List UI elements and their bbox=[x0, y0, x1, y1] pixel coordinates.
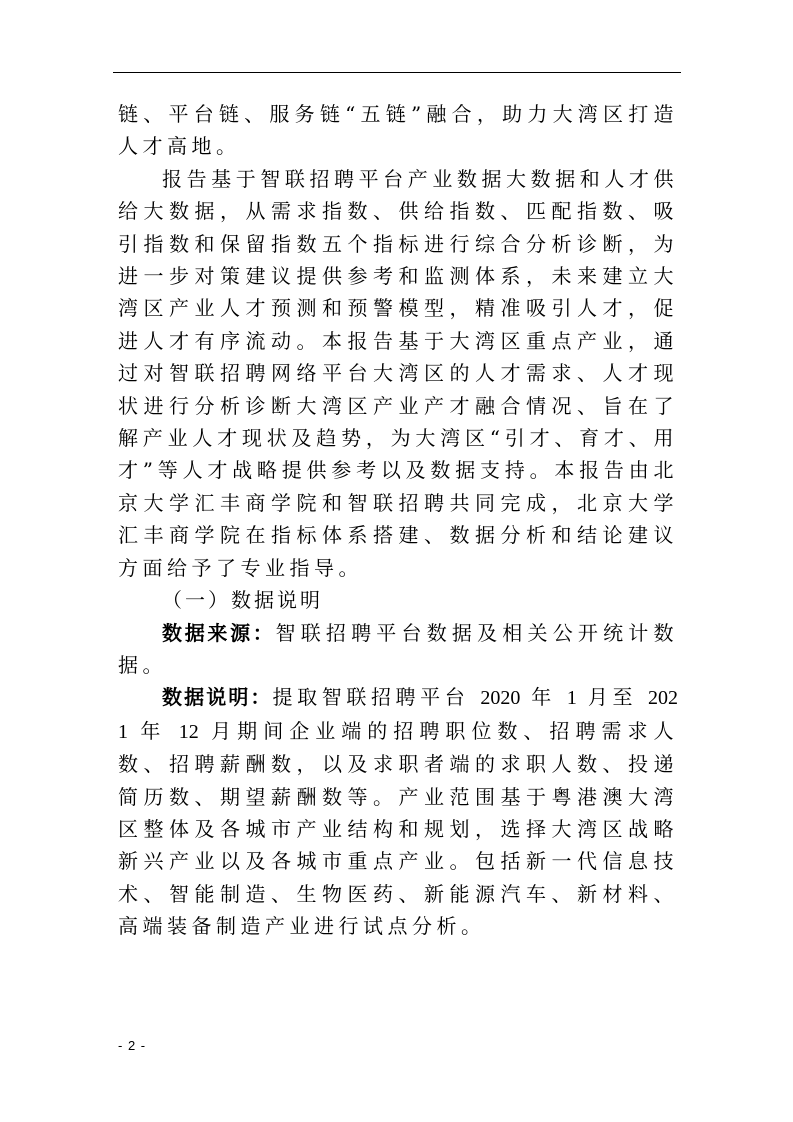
page-number: - 2 - bbox=[118, 1038, 147, 1053]
paragraph-report-basis: 报告基于智联招聘平台产业数据大数据和人才供给大数据，从需求指数、供给指数、匹配指数、吸引指数和保留指数五个指标进行综合分析诊断，为进一步对策建议提供参考和监测体系，未来建立大湾区产业人才预测和预警模型，精准吸引人才，促进人才有序流动。本报告基于大湾区重点产业，通过对智联招聘网络平台大湾区的人才需求、人才现状进行分析诊断大湾区产业产才融合情况、旨在了解产业人才现状及趋势，为大湾区“引才、育才、用才”等人才战略提供参考以及数据支持。本报告由北京大学汇丰商学院和智联招聘共同完成，北京大学汇丰商学院在指标体系搭建、数据分析和结论建议方面给予了专业指导。 bbox=[118, 166, 678, 580]
data-source-text: 智联招聘平台数据及相关公开统计数据。 bbox=[118, 620, 678, 677]
year-start: 2020 bbox=[480, 687, 521, 710]
data-description-label: 数据说明： bbox=[162, 685, 273, 710]
paragraph-data-description bbox=[118, 681, 678, 942]
header-rule bbox=[113, 72, 681, 73]
paragraph-data-source bbox=[118, 617, 678, 682]
page-body bbox=[118, 98, 678, 943]
year-end: 2021 bbox=[118, 687, 679, 743]
data-description-text-3: 月至 bbox=[576, 685, 649, 710]
data-description-text-2: 年 bbox=[520, 685, 567, 710]
month-end: 12 bbox=[178, 720, 199, 743]
data-description-text-5: 月期间企业端的招聘职位数、招聘需求人数、招聘薪酬数，以及求职者端的求职人数、投递简历数、期望薪酬数等。产业范围基于粤港澳大湾区整体及各城市产业结构和规划，选择大湾区战略新兴产业以及各城市重点产业。包括新一代信息技术、智能制造、生物医药、新能源汽车、新材料、高端装备制造产业进行试点分析。 bbox=[118, 718, 679, 939]
data-source-label: 数据来源： bbox=[162, 620, 276, 645]
data-description-text-4: 年 bbox=[128, 718, 179, 743]
month-start: 1 bbox=[566, 687, 577, 710]
data-description-text-1: 提取智联招聘平台 bbox=[272, 685, 481, 710]
paragraph-continuation: 链、平台链、服务链“五链”融合，助力大湾区打造人才高地。 bbox=[118, 102, 678, 159]
section-heading-data-description: （一）数据说明 bbox=[162, 588, 323, 613]
